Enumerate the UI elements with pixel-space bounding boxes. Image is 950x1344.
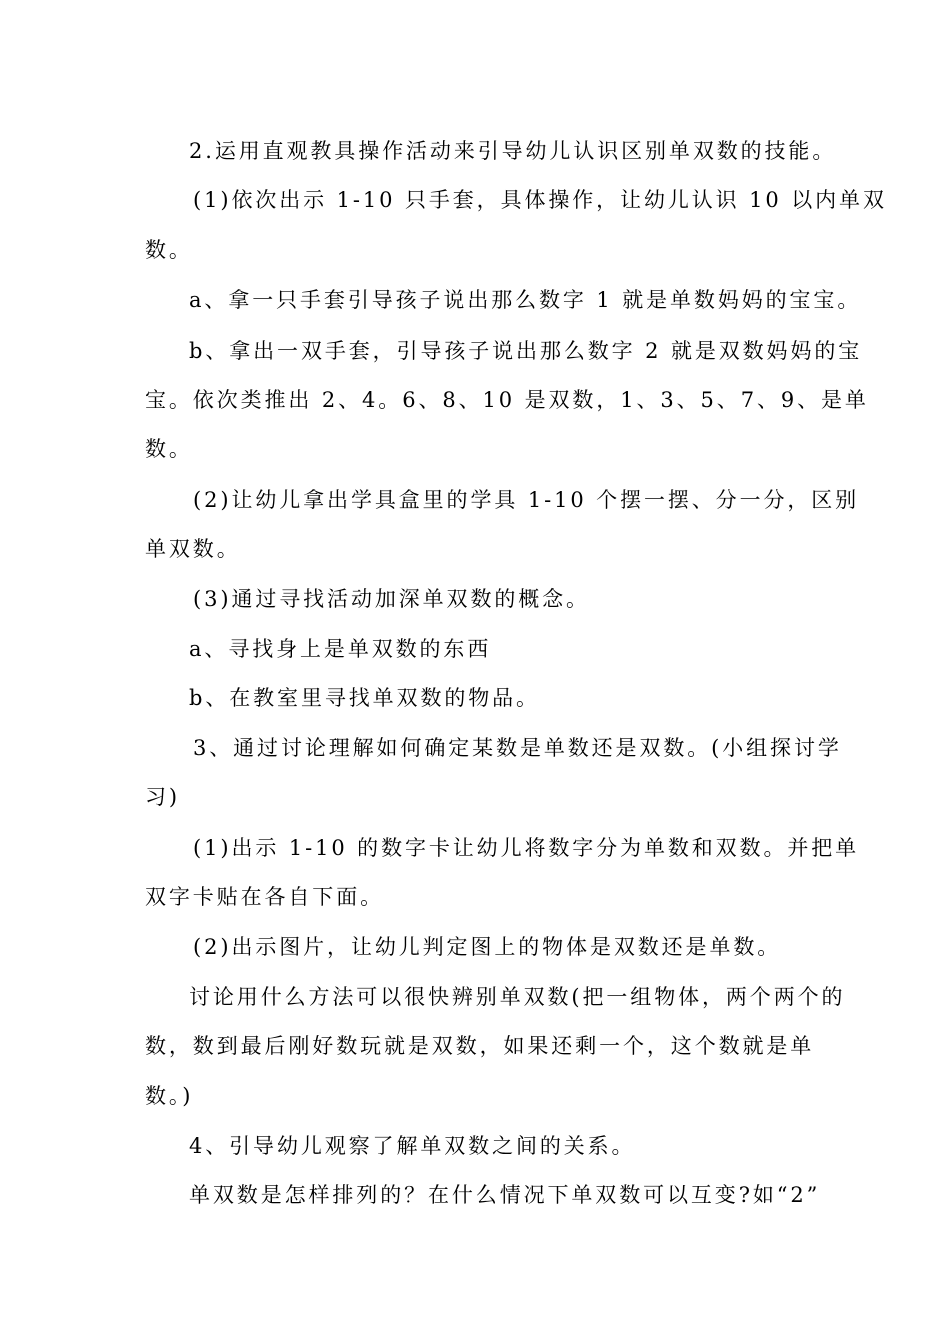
paragraph-line: b、拿出一双手套，引导孩子说出那么数字 2 就是双数妈妈的宝 — [189, 339, 863, 363]
paragraph-line: 习) — [145, 785, 180, 809]
paragraph-line: 数。 — [145, 238, 193, 262]
paragraph-line: 讨论用什么方法可以很快辨别单双数(把一组物体，两个两个的 — [189, 985, 846, 1009]
paragraph-line: 数。) — [145, 1084, 194, 1108]
paragraph-line: (1)依次出示 1-10 只手套，具体操作，让幼儿认识 10 以内单双 — [193, 188, 887, 212]
paragraph-line: b、在教室里寻找单双数的物品。 — [189, 686, 540, 710]
paragraph-line: 单双数是怎样排列的？在什么情况下单双数可以互变?如“2” — [189, 1183, 821, 1207]
paragraph-line: 4、引导幼儿观察了解单双数之间的关系。 — [189, 1134, 636, 1158]
paragraph-line: 3、通过讨论理解如何确定某数是单数还是双数。(小组探讨学 — [193, 736, 842, 760]
paragraph-line: (2)出示图片，让幼儿判定图上的物体是双数还是单数。 — [193, 935, 782, 959]
paragraph-line: (1)出示 1-10 的数字卡让幼儿将数字分为单数和双数。并把单 — [193, 836, 860, 860]
paragraph-line: (2)让幼儿拿出学具盒里的学具 1-10 个摆一摆、分一分，区别 — [193, 488, 860, 512]
paragraph-line: 单双数。 — [145, 537, 241, 561]
paragraph-line: 2.运用直观教具操作活动来引导幼儿认识区别单双数的技能。 — [189, 139, 837, 163]
paragraph-line: a、拿一只手套引导孩子说出那么数字 1 就是单数妈妈的宝宝。 — [189, 288, 862, 312]
paragraph-line: a、寻找身上是单双数的东西 — [189, 637, 492, 661]
paragraph-line: (3)通过寻找活动加深单双数的概念。 — [193, 587, 590, 611]
paragraph-line: 宝。依次类推出 2、4。6、8、10 是双数，1、3、5、7、9、是单 — [145, 388, 869, 412]
paragraph-line: 双字卡贴在各自下面。 — [145, 885, 384, 909]
paragraph-line: 数。 — [145, 437, 193, 461]
paragraph-line: 数，数到最后刚好数玩就是双数，如果还剩一个，这个数就是单 — [145, 1034, 815, 1058]
